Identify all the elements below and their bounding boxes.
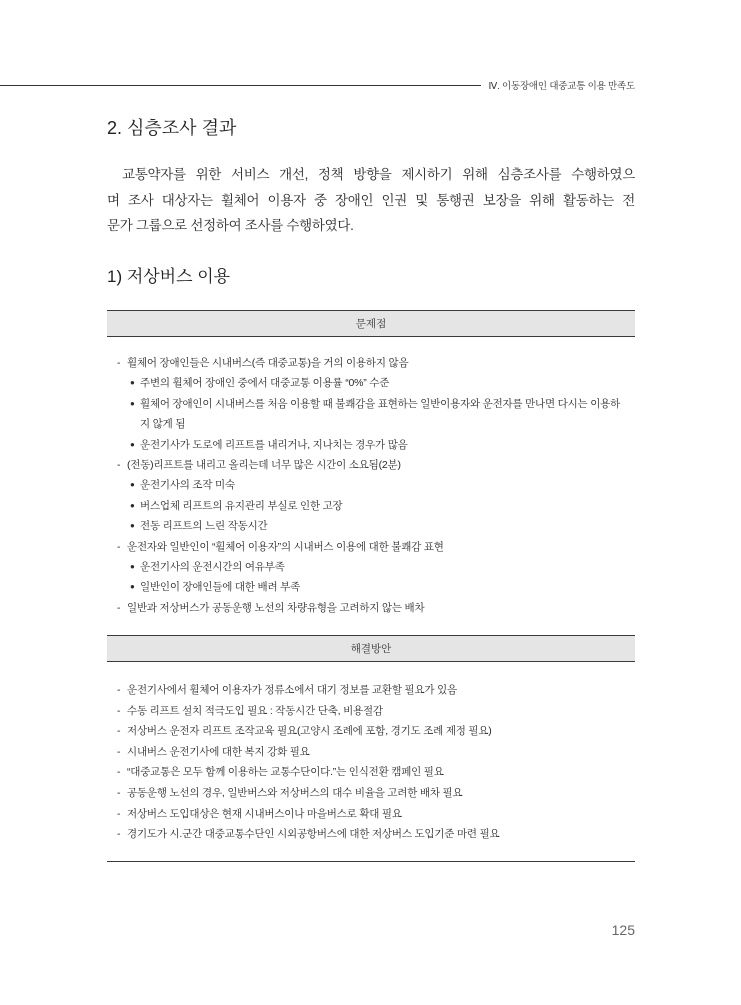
sub-list-item: [107, 557, 628, 577]
subsection-title: 1) 저상버스 이용: [107, 267, 231, 286]
problems-header: 문제점: [107, 310, 635, 337]
bullet-marker: ●: [130, 582, 135, 592]
solutions-table: [107, 635, 635, 862]
dash-marker: -: [117, 786, 121, 799]
list-item-text: (전동)리프트를 내리고 올리는데 너무 많은 시간이 소요됨(2분): [127, 459, 401, 472]
sub-list-item-text: 일반인이 장애인들에 대한 배려 부족: [140, 581, 301, 594]
sub-list-item-text: 버스업체 리프트의 유지관리 부실로 인한 고장: [140, 499, 343, 512]
bullet-marker: ●: [130, 521, 135, 531]
bullet-marker: ●: [130, 398, 135, 408]
list-item-text: 운전기사에서 휠체어 이용자가 정류소에서 대기 정보를 교환할 필요가 있음: [127, 684, 457, 696]
list-item: [107, 701, 628, 722]
problems-table: [107, 310, 635, 618]
sub-list-item-text: 운전기사의 조작 미숙: [140, 479, 235, 492]
paragraph-line: 교통약자를 위한 서비스 개선, 정책 방향을 제시하기 위해 심층조사를 수행하였으: [122, 167, 635, 182]
list-item: [107, 455, 628, 475]
list-item-text: “대중교통은 모두 함께 이용하는 교통수단이다.”는 인식전환 캠페인 필요: [127, 766, 444, 779]
list-item: [107, 721, 628, 742]
dash-marker: -: [117, 766, 121, 779]
sub-list-item-text: 운전기사의 운전시간의 여유부족: [140, 561, 285, 574]
list-item-text: 저상버스 운전자 리프트 조작교육 필요(고양시 조례에 포함, 경기도 조례 제정 필요): [127, 725, 492, 738]
list-item: [107, 537, 628, 557]
list-item-text: 휠체어 장애인들은 시내버스(즉 대중교통)을 거의 이용하지 않음: [127, 357, 409, 369]
problems-list: [107, 337, 635, 618]
list-item: [107, 824, 628, 845]
sub-list-item: [107, 516, 628, 536]
sub-list-item: [107, 435, 628, 455]
section-title: 2. 심층조사 결과: [107, 118, 237, 138]
list-item-text: 시내버스 운전기사에 대한 복지 강화 필요: [127, 745, 310, 758]
solutions-list: [107, 662, 635, 861]
dash-marker: -: [117, 725, 121, 738]
paragraph-line: 며 조사 대상자는 휠체어 이용자 중 장애인 인권 및 통행권 보장을 위해 활동하는 전: [107, 192, 635, 208]
list-item: [107, 742, 628, 763]
page-number: 125: [611, 922, 635, 938]
sub-list-item-text: 휠체어 장애인이 시내버스를 처음 이용할 때 불쾌감을 표현하는 일반이용자와 운전자를 만나면 다시는 이용하지 않게 됨: [140, 397, 621, 431]
sub-list-item: [107, 475, 628, 495]
bullet-marker: ●: [130, 562, 135, 572]
list-item: [107, 680, 628, 701]
dash-marker: -: [117, 828, 121, 841]
sub-list-item: [107, 373, 628, 393]
dash-marker: -: [117, 357, 121, 369]
list-item: [107, 804, 628, 825]
bullet-marker: ●: [130, 378, 135, 388]
sub-list-item-text: 주변의 휠체어 장애인 중에서 대중교통 이용률 “0%” 수준: [140, 377, 390, 390]
bullet-marker: ●: [130, 439, 135, 449]
list-item: [107, 598, 628, 618]
bullet-marker: ●: [130, 480, 135, 490]
solutions-header: 해결방안: [107, 635, 635, 662]
list-item-text: 경기도가 시.군간 대중교통수단인 시외공항버스에 대한 저상버스 도입기준 마련 필요: [127, 828, 500, 841]
dash-marker: -: [117, 601, 121, 614]
intro-paragraph: [107, 162, 635, 239]
header-rule: [0, 85, 481, 86]
sub-list-item-text: 전동 리프트의 느린 작동시간: [140, 520, 268, 533]
dash-marker: -: [117, 540, 121, 553]
sub-list-item: [107, 394, 628, 435]
list-item-text: 운전자와 일반인이 “휠체어 이용자”의 시내버스 이용에 대한 불쾌감 표현: [127, 540, 444, 553]
running-header: [0, 77, 635, 93]
dash-marker: -: [117, 745, 121, 758]
list-item-text: 저상버스 도입대상은 현재 시내버스이나 마을버스로 확대 필요: [127, 807, 402, 820]
list-item-text: 공동운행 노선의 경우, 일반버스와 저상버스의 대수 비율을 고려한 배차 필요: [127, 786, 463, 799]
list-item-text: 일반과 저상버스가 공동운행 노선의 차량유형을 고려하지 않는 배차: [127, 601, 425, 614]
sub-list-item-text: 운전기사가 도로에 리프트를 내리거나, 지나치는 경우가 많음: [140, 438, 408, 451]
dash-marker: -: [117, 684, 121, 696]
paragraph-line: 문가 그룹으로 선정하여 조사를 수행하였다.: [107, 218, 354, 233]
dash-marker: -: [117, 807, 121, 820]
dash-marker: -: [117, 704, 121, 717]
list-item: [107, 353, 628, 373]
list-item-text: 수동 리프트 설치 적극도입 필요 : 작동시간 단축, 비용절감: [127, 704, 383, 717]
list-item: [107, 762, 628, 783]
bullet-marker: ●: [130, 500, 135, 510]
sub-list-item: [107, 577, 628, 597]
sub-list-item: [107, 496, 628, 516]
list-item: [107, 783, 628, 804]
running-title: Ⅳ. 이동장애인 대중교통 이용 만족도: [488, 81, 635, 92]
dash-marker: -: [117, 459, 121, 472]
